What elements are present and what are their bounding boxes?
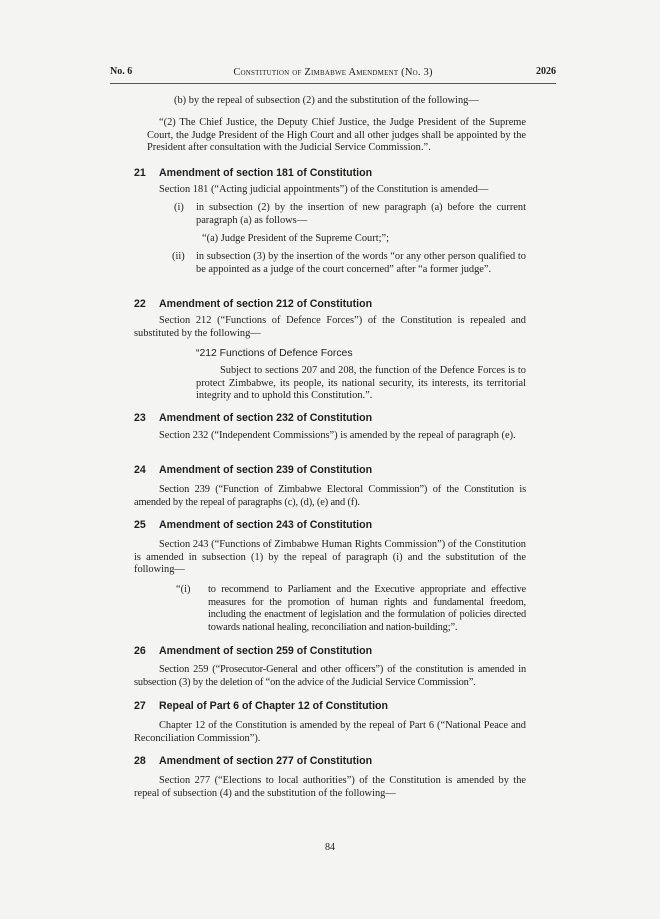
subsection-212-text: Subject to sections 207 and 208, the function of the Defence Forces is to protect Zimbabwe, its people, its national security, its interests, its territorial integrity and to uphold this Constitution.”.: [196, 365, 526, 402]
section-title: Amendment of section 259 of Constitution: [159, 645, 373, 657]
section-23-text: Section 232 (“Independent Commissions”) is amended by the repeal of paragraph (e).: [159, 430, 516, 441]
section-23-heading: [134, 412, 372, 425]
section-title: Repeal of Part 6 of Chapter 12 of Constitution: [159, 700, 388, 712]
section-number: 28: [134, 755, 146, 767]
section-22-intro: Section 212 (“Functions of Defence Forces”) of the Constitution is repealed and substituted by the following—: [134, 315, 526, 339]
gazette-number: No. 6: [110, 66, 133, 77]
para-b-text: “(2) The Chief Justice, the Deputy Chief Justice, the Judge President of the Supreme Court, the Judge President of the High Court and all other judges shall be appointed by the President after consultation with the Judicial Service Commission.”.: [147, 117, 526, 154]
section-21-heading: [134, 167, 372, 180]
section-26-text: Section 259 (“Prosecutor-General and other officers”) of the constitution is amended in subsection (3) by the deletion of “on the advice of the Judicial Service Commission”.: [134, 664, 526, 688]
section-number: 22: [134, 298, 146, 310]
section-28-heading: [134, 755, 372, 768]
item-ii-label: (ii): [172, 251, 185, 262]
section-number: 21: [134, 167, 146, 179]
section-22-heading: [134, 298, 372, 311]
section-title: Amendment of section 212 of Constitution: [159, 298, 373, 310]
para-b-intro: (b) by the repeal of subsection (2) and the substitution of the following—: [174, 95, 479, 106]
section-number: 24: [134, 464, 146, 476]
section-number: 25: [134, 519, 146, 531]
section-28-text: Section 277 (“Elections to local authorities”) of the Constitution is amended by the repeal of subsection (4) and the substitution of the following—: [134, 775, 526, 799]
section-title: Amendment of section 243 of Constitution: [159, 519, 373, 531]
section-24-text: Section 239 (“Function of Zimbabwe Electoral Commission”) of the Constitution is amended by the repeal of paragraphs (c), (d), (e) and (f).: [134, 484, 526, 508]
section-number: 23: [134, 412, 146, 424]
section-title: Amendment of section 181 of Constitution: [159, 167, 373, 179]
item-i-label: (i): [174, 202, 184, 213]
section-27-heading: [134, 700, 388, 713]
section-title: Amendment of section 232 of Constitution: [159, 412, 373, 424]
section-title: Amendment of section 277 of Constitution: [159, 755, 373, 767]
header-rule: [110, 83, 556, 84]
section-25-heading: [134, 519, 372, 532]
section-27-text: Chapter 12 of the Constitution is amended by the repeal of Part 6 (“National Peace and Reconciliation Commission”).: [134, 720, 526, 744]
section-number: 26: [134, 645, 146, 657]
subsection-212-heading: “212 Functions of Defence Forces: [196, 348, 353, 359]
section-25-text: Section 243 (“Functions of Zimbabwe Human Rights Commission”) of the Constitution is amended in subsection (1) by the repeal of paragraph (i) and the substitution of the following—: [134, 539, 526, 576]
page-number: 84: [325, 842, 335, 853]
item-i-text: in subsection (2) by the insertion of new paragraph (a) before the current paragraph (a) as follows—: [196, 202, 526, 226]
item-i-label: “(i): [176, 584, 191, 595]
section-number: 27: [134, 700, 146, 712]
header-title: Constitution of Zimbabwe Amendment (No. 3): [233, 67, 433, 78]
item-a-text: “(a) Judge President of the Supreme Court;”;: [202, 233, 389, 244]
item-ii-text: in subsection (3) by the insertion of the words “or any other person qualified to be appointed as a judge of the court concerned” after “a former judge”.: [196, 251, 526, 275]
section-24-heading: [134, 464, 372, 477]
section-title: Amendment of section 239 of Constitution: [159, 464, 373, 476]
section-21-intro: Section 181 (“Acting judicial appointments”) of the Constitution is amended—: [159, 184, 489, 195]
header-year: 2026: [536, 66, 556, 77]
item-i-text: to recommend to Parliament and the Executive appropriate and effective measures for the promotion of human rights and fundamental freedom, including the enactment of legislation and the formulation of policies directed towards national healing, reconciliation and nation-building;”.: [208, 584, 526, 633]
section-26-heading: [134, 645, 372, 658]
